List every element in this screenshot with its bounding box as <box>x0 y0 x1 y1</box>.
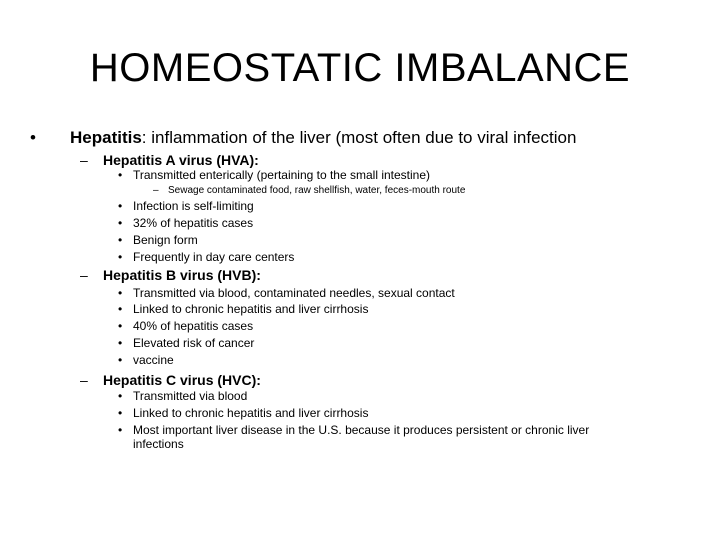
bullet-marker: • <box>118 168 123 182</box>
list-item: Transmitted enterically (pertaining to the small intestine) <box>133 168 431 182</box>
list-item: Linked to chronic hepatitis and liver cirrhosis <box>133 302 369 316</box>
dash-marker: – <box>80 372 88 388</box>
main-bullet <box>70 127 576 149</box>
list-item: Linked to chronic hepatitis and liver cirrhosis <box>133 406 369 420</box>
bullet-marker: • <box>30 128 36 147</box>
bullet-marker: • <box>118 250 123 264</box>
bullet-marker: • <box>118 302 123 316</box>
list-item: Frequently in day care centers <box>133 250 295 264</box>
bullet-marker: • <box>118 336 123 350</box>
list-item: Transmitted via blood, contaminated needles, sexual contact <box>133 286 455 300</box>
list-item-continuation: infections <box>133 437 184 451</box>
section-heading-hvc: Hepatitis C virus (HVC): <box>103 372 261 388</box>
list-item: Infection is self-limiting <box>133 199 254 213</box>
bullet-marker: • <box>118 389 123 403</box>
bullet-marker: • <box>118 319 123 333</box>
list-item: 32% of hepatitis cases <box>133 216 254 230</box>
main-bullet-term: Hepatitis <box>70 128 142 147</box>
list-item: Benign form <box>133 233 198 247</box>
bullet-marker: • <box>118 423 123 437</box>
main-bullet-text: : inflammation of the liver (most often due to viral infection <box>141 128 577 147</box>
list-item: 40% of hepatitis cases <box>133 319 254 333</box>
dash-marker: – <box>153 185 159 196</box>
bullet-marker: • <box>118 199 123 213</box>
bullet-marker: • <box>118 233 123 247</box>
bullet-marker: • <box>118 353 123 367</box>
list-item: vaccine <box>133 353 174 367</box>
section-heading-hvb: Hepatitis B virus (HVB): <box>103 267 261 283</box>
list-item: Sewage contaminated food, raw shellfish, water, feces-mouth route <box>168 185 466 196</box>
bullet-marker: • <box>118 286 123 300</box>
bullet-marker: • <box>118 216 123 230</box>
bullet-marker: • <box>118 406 123 420</box>
list-item: Most important liver disease in the U.S. because it produces persistent or chronic liver <box>133 423 590 437</box>
section-heading-hva: Hepatitis A virus (HVA): <box>103 152 259 168</box>
list-item: Elevated risk of cancer <box>133 336 255 350</box>
dash-marker: – <box>80 152 88 168</box>
slide-title: HOMEOSTATIC IMBALANCE <box>89 46 631 90</box>
list-item: Transmitted via blood <box>133 389 248 403</box>
dash-marker: – <box>80 267 88 283</box>
